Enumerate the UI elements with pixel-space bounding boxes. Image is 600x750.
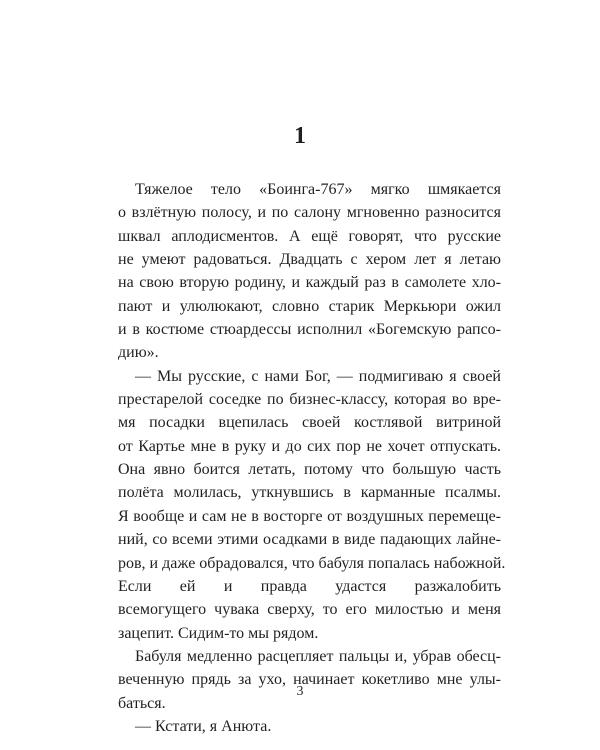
text-line: на свою вторую родину, и каждый раз в самолете хло- xyxy=(118,274,501,292)
text-line: о взлётную полосу, и по салону мгновенно разносится xyxy=(118,204,501,222)
text-line: дию». xyxy=(118,344,159,362)
text-line: полёта молилась, уткнувшись в карманные псалмы. xyxy=(118,484,501,502)
page-number: 3 xyxy=(296,684,304,699)
text-line: шквал аплодисментов. А ещё говорят, что русские xyxy=(118,227,501,245)
text-line: веченную прядь за ухо, начинает кокетливо мне улы- xyxy=(118,671,501,689)
text-line: — Мы русские, с нами Бог, — подмигиваю я своей xyxy=(135,367,501,385)
text-line: престарелой соседке по бизнес-классу, которая во вре- xyxy=(118,391,501,409)
body-text xyxy=(118,178,506,738)
text-line: всемогущего чувака сверху, то его милостью и меня xyxy=(118,601,501,619)
text-line: мя посадки вцепилась своей костлявой витриной xyxy=(118,414,501,432)
text-line: ний, со всеми этими осадками в виде падающих лайне- xyxy=(118,531,501,549)
text-line: пают и улюлюкают, словно старик Меркьюри ожил xyxy=(118,297,501,315)
chapter-number: 1 xyxy=(294,123,306,149)
text-line: Бабуля медленно расцепляет пальцы и, убрав обесц- xyxy=(135,647,501,665)
text-line: Она явно боится летать, потому что большую часть xyxy=(118,461,501,479)
text-line: баться. xyxy=(118,694,166,712)
text-line: Если ей и правда удастся разжалобить xyxy=(118,577,501,595)
text-line: и в костюме стюардессы исполнил «Богемскую рапсо- xyxy=(118,321,501,339)
text-line: — Кстати, я Анюта. xyxy=(135,717,272,735)
text-line: не умеют радоваться. Двадцать с хером лет я летаю xyxy=(118,251,501,269)
text-line: Тяжелое тело «Боинга-767» мягко шмякается xyxy=(135,181,501,198)
text-line: Я вообще и сам не в восторге от воздушных перемеще- xyxy=(118,507,501,525)
text-line: от Картье мне в руку и до сих пор не хочет отпускать. xyxy=(118,437,501,455)
text-line: зацепит. Сидим-то мы рядом. xyxy=(118,624,319,642)
text-line: ров, и даже обрадовался, что бабуля попалась набожной. xyxy=(118,554,506,572)
